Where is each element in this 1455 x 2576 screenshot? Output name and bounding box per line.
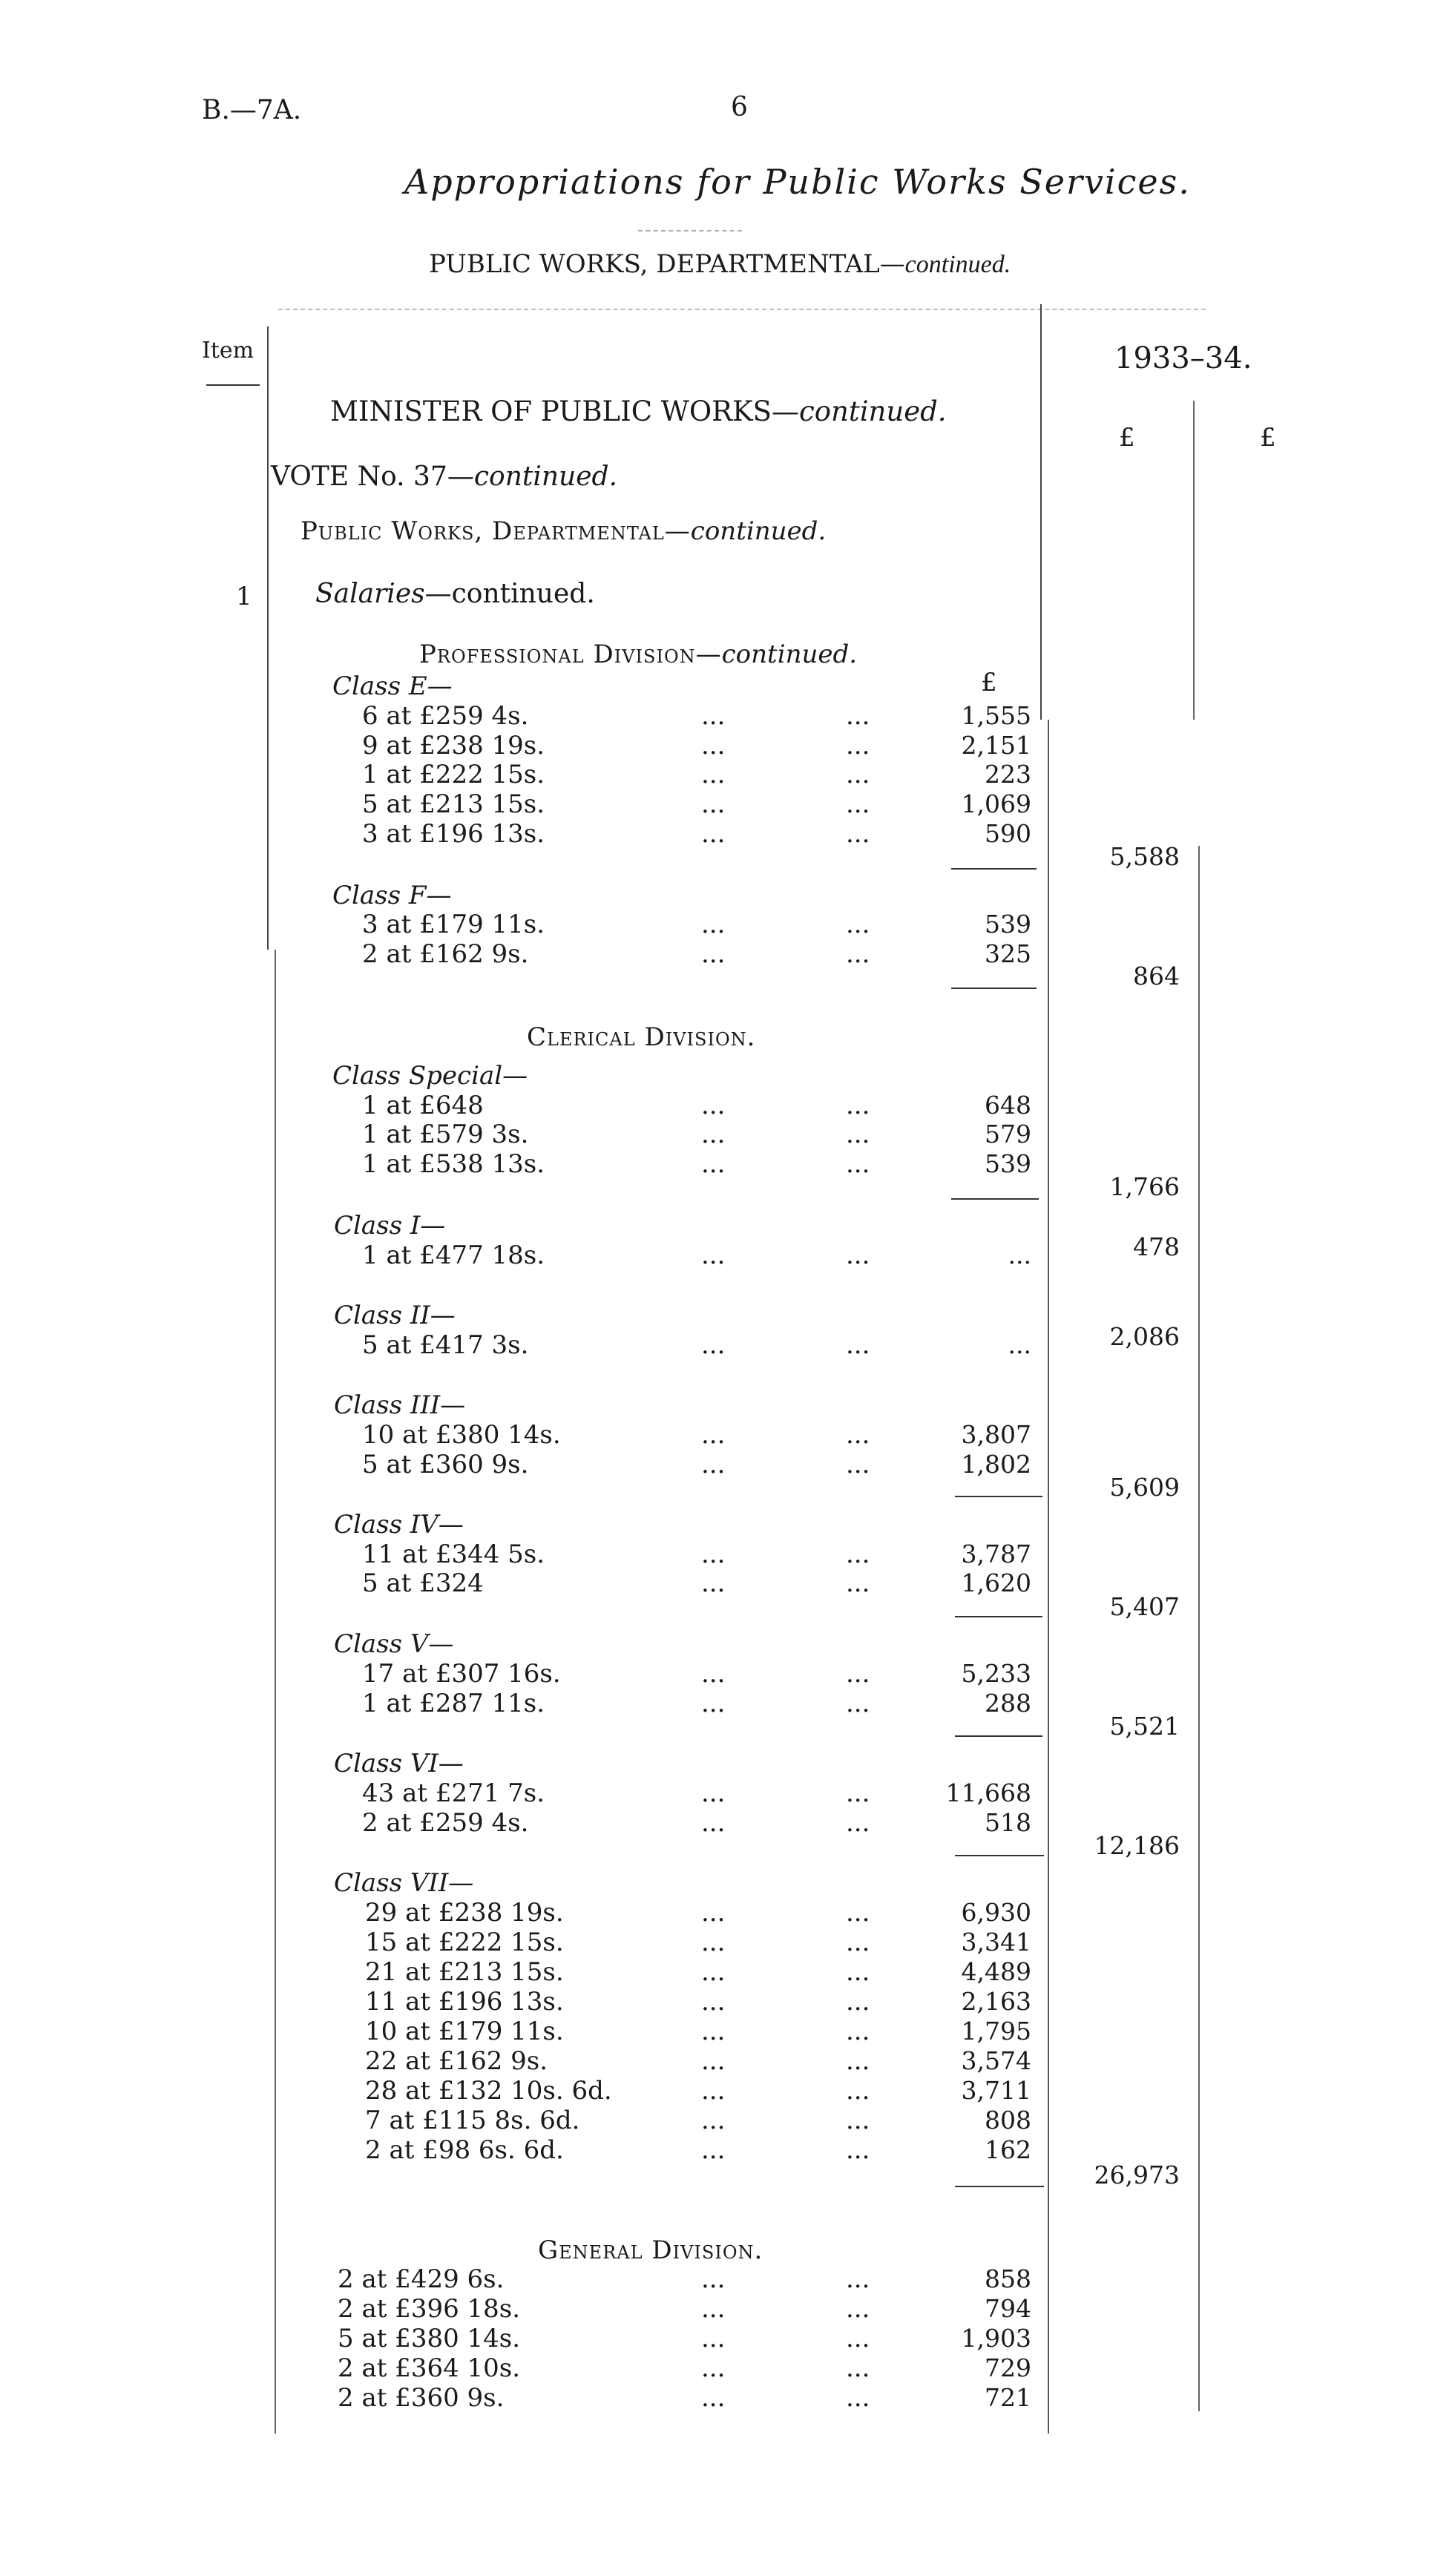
- leader-dots: ...: [846, 1450, 870, 1479]
- section-subtitle: [429, 249, 1011, 279]
- leader-dots: ...: [701, 760, 726, 789]
- row-label: 5 at £324: [362, 1568, 484, 1598]
- leader-dots: ...: [701, 1898, 726, 1928]
- class-heading: Class VI—: [334, 1749, 464, 1778]
- row-label: 9 at £238 19s.: [362, 731, 545, 760]
- class-iii-total: 5,609: [1109, 1473, 1180, 1502]
- pound-column-header-2: £: [1260, 423, 1276, 453]
- leader-dots: ...: [1008, 1241, 1031, 1269]
- class-iv-total: 5,407: [1109, 1592, 1180, 1621]
- class-heading: Class IV—: [334, 1510, 464, 1540]
- leader-dots: ...: [701, 2046, 726, 2076]
- leader-dots: ...: [846, 1091, 870, 1120]
- row-amount: 1,620: [961, 1568, 1031, 1597]
- row-label: 7 at £115 8s. 6d.: [365, 2106, 580, 2135]
- row-label: 21 at £213 15s.: [365, 1957, 564, 1987]
- leader-dots: ...: [701, 789, 726, 819]
- leader-dots: ...: [701, 1568, 726, 1598]
- row-amount: 729: [985, 2353, 1031, 2382]
- leader-dots: ...: [701, 2076, 726, 2106]
- leader-dots: ...: [701, 1778, 726, 1808]
- row-amount: 6,930: [961, 1898, 1031, 1927]
- leader-dots: ...: [846, 2353, 870, 2383]
- row-label: 11 at £196 13s.: [365, 1987, 564, 2017]
- leader-dots: ...: [701, 1420, 726, 1450]
- row-label: 28 at £132 10s. 6d.: [365, 2076, 612, 2106]
- row-label: 15 at £222 15s.: [365, 1928, 564, 1957]
- class-e-total: 5,588: [1109, 842, 1180, 871]
- leader-dots: ...: [846, 1120, 870, 1149]
- pw-departmental-heading: [300, 516, 826, 546]
- leader-dots: ...: [701, 1241, 726, 1270]
- total-column-rule-lower: [1198, 846, 1200, 2411]
- leader-dots: ...: [846, 701, 870, 731]
- leader-dots: ...: [846, 1957, 870, 1987]
- leader-dots: ...: [701, 1659, 726, 1689]
- subtotal-rule: [955, 1855, 1044, 1856]
- row-label: 2 at £360 9s.: [338, 2383, 505, 2413]
- leader-dots: ...: [701, 2106, 726, 2135]
- leader-dots: ...: [846, 1778, 870, 1808]
- leader-dots: ...: [701, 2324, 726, 2353]
- row-label: 1 at £538 13s.: [362, 1149, 545, 1179]
- row-amount: 3,711: [961, 2076, 1031, 2105]
- row-label: 3 at £179 11s.: [362, 910, 545, 939]
- row-label: 1 at £579 3s.: [362, 1120, 529, 1149]
- leader-dots: ...: [846, 2264, 870, 2294]
- class-heading: Class VII—: [334, 1868, 474, 1898]
- row-label: 2 at £162 9s.: [362, 939, 529, 969]
- general-division-heading: General Division.: [538, 2235, 763, 2265]
- row-amount: 808: [985, 2106, 1031, 2135]
- class-heading: Class II—: [334, 1301, 456, 1330]
- leader-dots: ...: [846, 1689, 870, 1718]
- row-label: 17 at £307 16s.: [362, 1659, 561, 1689]
- section-subtitle-main: PUBLIC WORKS, DEPARTMENTAL—: [429, 249, 905, 279]
- leader-dots: ...: [846, 760, 870, 789]
- professional-division-heading: [419, 640, 857, 669]
- amount-pound-sign: £: [981, 668, 997, 697]
- ministry-heading: [330, 395, 947, 427]
- vote-heading-cont: continued.: [473, 461, 618, 492]
- leader-dots: ...: [701, 2264, 726, 2294]
- leader-dots: ...: [701, 1450, 726, 1479]
- row-amount: 3,574: [961, 2046, 1031, 2075]
- class-heading: Class V—: [334, 1629, 454, 1659]
- subtotal-rule: [955, 1735, 1042, 1737]
- row-label: 2 at £396 18s.: [338, 2294, 521, 2324]
- row-label: 10 at £380 14s.: [362, 1420, 561, 1450]
- class-f-total: 864: [1133, 962, 1180, 990]
- ministry-heading-cont: continued.: [799, 395, 947, 427]
- row-amount: 2,163: [961, 1987, 1031, 2016]
- leader-dots: ...: [701, 1957, 726, 1987]
- salaries-heading-cont: —continued.: [424, 579, 595, 609]
- pw-heading-main: Public Works, Departmental—: [300, 516, 691, 546]
- leader-dots: ...: [701, 1120, 726, 1149]
- item-column-header: Item: [202, 338, 254, 364]
- row-label: 3 at £196 13s.: [362, 819, 545, 849]
- row-amount: 5,233: [961, 1659, 1031, 1688]
- leader-dots: ...: [846, 2135, 870, 2165]
- row-amount: 579: [985, 1120, 1031, 1149]
- row-label: 1 at £648: [362, 1091, 484, 1120]
- leader-dots: ...: [701, 731, 726, 760]
- row-amount: 721: [985, 2383, 1031, 2412]
- leader-dots: ...: [701, 2294, 726, 2324]
- leader-dots: ...: [701, 2383, 726, 2413]
- page-number: 6: [731, 92, 748, 122]
- leader-dots: ...: [701, 910, 726, 939]
- row-label: 2 at £98 6s. 6d.: [365, 2135, 564, 2165]
- leader-dots: ...: [701, 939, 726, 969]
- salaries-heading: [315, 579, 595, 609]
- class-vii-total: 26,973: [1094, 2161, 1180, 2189]
- class-ii-total: 2,086: [1109, 1322, 1180, 1351]
- leader-dots: ...: [846, 1241, 870, 1270]
- leader-dots: ...: [701, 2017, 726, 2046]
- page-title: Appropriations for Public Works Services.: [404, 162, 1191, 202]
- leader-dots: ...: [846, 939, 870, 969]
- row-label: 22 at £162 9s.: [365, 2046, 548, 2076]
- total-column-rule: [1193, 401, 1195, 720]
- row-label: 11 at £344 5s.: [362, 1540, 545, 1569]
- row-amount: 4,489: [961, 1957, 1031, 1986]
- row-label: 5 at £380 14s.: [338, 2324, 521, 2353]
- leader-dots: ...: [846, 1928, 870, 1957]
- row-amount: 1,795: [961, 2017, 1031, 2046]
- row-amount: 223: [985, 760, 1031, 789]
- leader-dots: ...: [846, 1898, 870, 1928]
- row-amount: 3,341: [961, 1928, 1031, 1956]
- leader-dots: ...: [846, 2046, 870, 2076]
- row-amount: 590: [985, 819, 1031, 848]
- leader-dots: ...: [846, 2106, 870, 2135]
- subtotal-rule: [951, 988, 1037, 989]
- leader-dots: ...: [846, 1987, 870, 2017]
- leader-dots: ...: [846, 2324, 870, 2353]
- class-v-total: 5,521: [1109, 1712, 1180, 1741]
- amount-column-rule-lower: [1048, 720, 1049, 2434]
- subtotal-rule: [955, 1616, 1042, 1617]
- leader-dots: ...: [701, 1540, 726, 1569]
- leader-dots: ...: [846, 819, 870, 849]
- row-label: 10 at £179 11s.: [365, 2017, 564, 2046]
- pound-column-header-1: £: [1119, 423, 1135, 453]
- leader-dots: ...: [701, 701, 726, 731]
- leader-dots: ...: [846, 2383, 870, 2413]
- salaries-heading-main: Salaries: [315, 579, 425, 609]
- clerical-division-heading: Clerical Division.: [527, 1022, 756, 1052]
- class-heading: Class F—: [332, 881, 452, 910]
- row-amount: 539: [985, 1149, 1031, 1178]
- row-label: 43 at £271 7s.: [362, 1778, 545, 1808]
- subtotal-rule: [955, 1496, 1042, 1497]
- item-column-rule-lower: [275, 950, 276, 2434]
- row-label: 1 at £477 18s.: [362, 1241, 545, 1270]
- leader-dots: ...: [846, 1149, 870, 1179]
- leader-dots: ...: [701, 819, 726, 849]
- row-amount: 3,807: [961, 1420, 1031, 1449]
- ministry-heading-main: MINISTER OF PUBLIC WORKS—: [330, 395, 799, 427]
- row-label: 2 at £259 4s.: [362, 1808, 529, 1838]
- row-amount: 1,069: [961, 789, 1031, 818]
- row-amount: 325: [985, 939, 1031, 968]
- pw-heading-cont: continued.: [690, 516, 827, 546]
- leader-dots: ...: [846, 1808, 870, 1838]
- class-heading: Class E—: [332, 671, 453, 701]
- leader-dots: ...: [846, 1420, 870, 1450]
- subtotal-rule: [955, 2186, 1044, 2187]
- leader-dots: ...: [701, 2135, 726, 2165]
- leader-dots: ...: [846, 1330, 870, 1360]
- leader-dots: ...: [701, 1987, 726, 2017]
- class-heading: Class III—: [334, 1390, 466, 1420]
- row-amount: 2,151: [961, 731, 1031, 760]
- amount-column-rule: [1040, 304, 1042, 720]
- row-amount: 11,668: [945, 1778, 1031, 1807]
- professional-heading-main: Professional Division—: [419, 640, 722, 669]
- row-label: 5 at £417 3s.: [362, 1330, 529, 1360]
- subtotal-rule: [951, 868, 1037, 870]
- year-column-header: 1933–34.: [1114, 341, 1252, 375]
- row-amount: 794: [985, 2294, 1031, 2323]
- item-column-rule: [267, 326, 269, 950]
- leader-dots: ...: [846, 789, 870, 819]
- row-amount: 858: [985, 2264, 1031, 2293]
- document-reference: B.—7A.: [202, 95, 302, 125]
- class-special-total: 1,766: [1109, 1172, 1180, 1201]
- row-label: 29 at £238 19s.: [365, 1898, 564, 1928]
- professional-heading-cont: continued.: [721, 640, 858, 669]
- row-label: 2 at £364 10s.: [338, 2353, 521, 2383]
- row-amount: 1,903: [961, 2324, 1031, 2353]
- class-i-total: 478: [1133, 1232, 1180, 1261]
- leader-dots: ...: [846, 2017, 870, 2046]
- leader-dots: ...: [701, 1808, 726, 1838]
- leader-dots: ...: [701, 1928, 726, 1957]
- row-amount: 1,555: [961, 701, 1031, 730]
- leader-dots: ...: [701, 1091, 726, 1120]
- row-label: 1 at £287 11s.: [362, 1689, 545, 1718]
- class-vi-total: 12,186: [1094, 1831, 1180, 1860]
- row-label: 5 at £360 9s.: [362, 1450, 529, 1479]
- row-amount: 648: [985, 1091, 1031, 1120]
- item-number: 1: [236, 582, 252, 611]
- leader-dots: ...: [846, 2076, 870, 2106]
- vote-heading: [271, 461, 617, 492]
- leader-dots: ...: [701, 1330, 726, 1360]
- leader-dots: ...: [846, 2294, 870, 2324]
- vote-heading-main: VOTE No. 37—: [271, 461, 474, 492]
- leader-dots: ...: [701, 1149, 726, 1179]
- leader-dots: ...: [701, 2353, 726, 2383]
- leader-dots: ...: [1008, 1330, 1031, 1359]
- row-amount: 288: [985, 1689, 1031, 1718]
- row-label: 6 at £259 4s.: [362, 701, 529, 731]
- row-amount: 539: [985, 910, 1031, 939]
- row-label: 5 at £213 15s.: [362, 789, 545, 819]
- class-heading: Class Special—: [332, 1061, 528, 1091]
- leader-dots: ...: [846, 910, 870, 939]
- section-subtitle-cont: continued.: [904, 251, 1011, 278]
- row-amount: 518: [985, 1808, 1031, 1837]
- row-amount: 1,802: [961, 1450, 1031, 1479]
- leader-dots: ...: [846, 1568, 870, 1598]
- class-heading: Class I—: [334, 1211, 446, 1241]
- leader-dots: ...: [846, 1540, 870, 1569]
- row-label: 1 at £222 15s.: [362, 760, 545, 789]
- row-amount: 162: [985, 2135, 1031, 2164]
- leader-dots: ...: [846, 1659, 870, 1689]
- row-amount: 3,787: [961, 1540, 1031, 1568]
- subtotal-rule: [951, 1198, 1039, 1200]
- leader-dots: ...: [701, 1689, 726, 1718]
- row-label: 2 at £429 6s.: [338, 2264, 505, 2294]
- leader-dots: ...: [846, 731, 870, 760]
